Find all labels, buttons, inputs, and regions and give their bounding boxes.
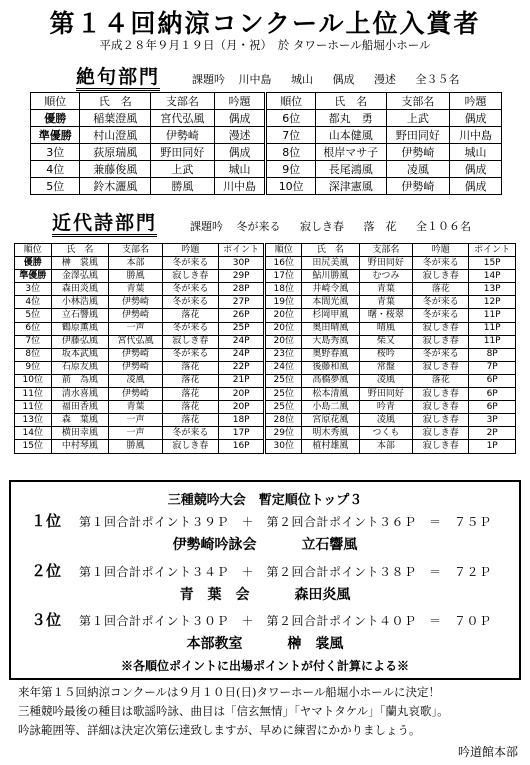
table-cell: 鶴原薫風 bbox=[51, 322, 109, 335]
table-cell: 20位 bbox=[265, 322, 302, 335]
winner-branch: 伊勢崎吟詠会 bbox=[172, 537, 257, 553]
table-cell: 冬が来る bbox=[413, 257, 469, 270]
table-cell: 清水喜風 bbox=[51, 388, 109, 401]
table-cell: 上武 bbox=[151, 161, 215, 178]
kindai-results-table bbox=[14, 243, 516, 454]
rank-calc: 第１回合計ポイント３０Ｐ ＋ 第２回合計ポイント４０Ｐ ＝ ７０Ｐ bbox=[79, 614, 492, 628]
column-header: 支部名 bbox=[151, 93, 215, 110]
table-cell: 6P bbox=[469, 388, 516, 401]
rank-winner bbox=[11, 584, 519, 604]
table-cell: 準優勝 bbox=[31, 127, 80, 144]
table-cell: 寂しき春 bbox=[162, 270, 218, 283]
table-cell: 16位 bbox=[265, 257, 302, 270]
table-cell: 2P bbox=[469, 427, 516, 440]
table-row bbox=[31, 161, 502, 178]
zekku-heading: 絶句部門 bbox=[76, 66, 160, 91]
table-cell: 24位 bbox=[265, 361, 302, 374]
column-header: 吟題 bbox=[450, 93, 502, 110]
table-header-row bbox=[15, 244, 516, 257]
table-cell: 冬が来る bbox=[413, 296, 469, 309]
kindai-kadai-1: 冬が来る bbox=[236, 220, 281, 233]
table-cell: 24P bbox=[218, 348, 265, 361]
kindai-kadai-label: 課題吟 bbox=[190, 220, 223, 233]
table-cell: 晴風 bbox=[359, 322, 413, 335]
table-cell: 伊勢崎 bbox=[109, 309, 163, 322]
table-cell: 伊勢崎 bbox=[386, 178, 450, 195]
table-cell: 19位 bbox=[265, 296, 302, 309]
table-cell: 冬が来る bbox=[162, 257, 218, 270]
column-header: 氏 名 bbox=[51, 244, 109, 257]
kindai-kadai-info bbox=[190, 218, 487, 234]
table-cell: 伊勢崎 bbox=[109, 361, 163, 374]
table-cell: 野田同好 bbox=[359, 257, 413, 270]
table-cell: 冬が来る bbox=[413, 309, 469, 322]
table-cell: 7位 bbox=[266, 127, 315, 144]
table-cell: 寂しき春 bbox=[413, 361, 469, 374]
table-cell: 13P bbox=[469, 283, 516, 296]
sanshu-title: 三種競吟大会 暫定順位トップ３ bbox=[167, 493, 363, 508]
table-row bbox=[31, 144, 502, 161]
table-row bbox=[31, 127, 502, 144]
column-header: ポイント bbox=[469, 244, 516, 257]
table-row bbox=[15, 257, 516, 270]
table-cell: 柴又 bbox=[359, 335, 413, 348]
table-row bbox=[15, 374, 516, 387]
table-cell: 本部 bbox=[109, 257, 163, 270]
footer-line-3: 吟詠範囲等、詳細は決定次第伝達致しますが、早めに練習にかかりましょう。 bbox=[18, 723, 421, 737]
table-cell: 20P bbox=[218, 388, 265, 401]
winner-name: 榊 裳風 bbox=[287, 636, 344, 652]
table-cell: 宮代弘風 bbox=[109, 335, 163, 348]
table-cell: 横田幸風 bbox=[51, 427, 109, 440]
table-row bbox=[15, 348, 516, 361]
table-cell: 23位 bbox=[265, 348, 302, 361]
zekku-count: 全３５名 bbox=[415, 73, 460, 86]
table-cell: 箭 為風 bbox=[51, 374, 109, 387]
zekku-kadai-3: 偶成 bbox=[332, 73, 355, 86]
table-cell: 25位 bbox=[265, 374, 302, 387]
table-cell: 勝風 bbox=[151, 178, 215, 195]
table-cell: 城山 bbox=[214, 161, 266, 178]
table-cell: 18P bbox=[218, 414, 265, 427]
table-cell: 凌風 bbox=[109, 374, 163, 387]
table-cell: 27P bbox=[218, 296, 265, 309]
table-cell: むつみ bbox=[359, 270, 413, 283]
table-cell: 青葉 bbox=[109, 401, 163, 414]
zekku-results-table bbox=[30, 92, 502, 195]
table-cell: 凌風 bbox=[359, 414, 413, 427]
table-cell: 高橋夢風 bbox=[302, 374, 360, 387]
rank-label: ３位 bbox=[31, 611, 62, 629]
table-cell: 曙・桜翠 bbox=[359, 309, 413, 322]
table-cell: 寂しき春 bbox=[413, 335, 469, 348]
table-header-row bbox=[31, 93, 502, 110]
zekku-kadai-info bbox=[192, 71, 476, 87]
table-cell: 都丸 勇 bbox=[315, 110, 386, 127]
zekku-kadai-4: 漫述 bbox=[374, 73, 396, 86]
table-cell: 青葉 bbox=[359, 296, 413, 309]
table-cell: 落花 bbox=[162, 361, 218, 374]
table-cell: 小林浩風 bbox=[51, 296, 109, 309]
table-cell: 13位 bbox=[15, 414, 52, 427]
column-header: 順位 bbox=[266, 93, 315, 110]
table-cell: 山本健風 bbox=[315, 127, 386, 144]
table-cell: 10位 bbox=[266, 178, 315, 195]
table-cell: 偶成 bbox=[214, 144, 266, 161]
table-cell: 城山 bbox=[450, 144, 502, 161]
table-cell: 桜吟 bbox=[359, 348, 413, 361]
table-cell: 優勝 bbox=[15, 257, 52, 270]
table-cell: 15P bbox=[469, 257, 516, 270]
table-cell: 榊 裳風 bbox=[51, 257, 109, 270]
table-cell: 明木秀風 bbox=[302, 427, 360, 440]
table-cell: 28P bbox=[218, 283, 265, 296]
table-row bbox=[15, 427, 516, 440]
table-cell: 杉岡甲風 bbox=[302, 309, 360, 322]
table-cell: 優勝 bbox=[31, 110, 80, 127]
table-cell: 松本清風 bbox=[302, 388, 360, 401]
table-row bbox=[15, 309, 516, 322]
table-cell: 偶成 bbox=[450, 178, 502, 195]
column-header: 氏 名 bbox=[80, 93, 151, 110]
table-cell: 25位 bbox=[265, 388, 302, 401]
table-cell: 29位 bbox=[265, 427, 302, 440]
table-cell: 落花 bbox=[413, 374, 469, 387]
table-cell: 22P bbox=[218, 361, 265, 374]
table-row bbox=[15, 401, 516, 414]
table-cell: 伊勢崎 bbox=[109, 296, 163, 309]
table-cell: 一声 bbox=[109, 414, 163, 427]
table-cell: 寂しき春 bbox=[413, 414, 469, 427]
table-cell: 野田同好 bbox=[151, 144, 215, 161]
table-row bbox=[15, 335, 516, 348]
table-cell: 9位 bbox=[266, 161, 315, 178]
table-row bbox=[15, 322, 516, 335]
column-header: 吟題 bbox=[214, 93, 266, 110]
table-cell: 20P bbox=[218, 401, 265, 414]
table-cell: 石原友風 bbox=[51, 361, 109, 374]
table-cell: 凌風 bbox=[386, 161, 450, 178]
table-cell: 一声 bbox=[109, 427, 163, 440]
column-header: ポイント bbox=[218, 244, 265, 257]
kindai-kadai-2: 寂しき春 bbox=[300, 220, 344, 233]
table-cell: 6位 bbox=[266, 110, 315, 127]
rank-label: １位 bbox=[31, 512, 62, 530]
sanshu-note: ※各順位ポイントに出場ポイントが付く計算による※ bbox=[120, 659, 409, 673]
table-cell: 18位 bbox=[265, 283, 302, 296]
table-cell: 長尾鴻風 bbox=[315, 161, 386, 178]
rank-calc: 第１回合計ポイント３９Ｐ ＋ 第２回合計ポイント３６Ｐ ＝ ７５Ｐ bbox=[79, 515, 492, 529]
rank-winner bbox=[11, 633, 519, 653]
table-cell: 勝風 bbox=[109, 270, 163, 283]
table-cell: 伊勢崎 bbox=[109, 348, 163, 361]
table-cell: 17位 bbox=[265, 270, 302, 283]
column-header: 氏 名 bbox=[302, 244, 360, 257]
table-cell: 3P bbox=[469, 414, 516, 427]
table-cell: 冬が来る bbox=[162, 283, 218, 296]
table-cell: 寂しき春 bbox=[413, 270, 469, 283]
zekku-kadai-2: 城山 bbox=[291, 73, 313, 86]
table-cell: 森田炎風 bbox=[51, 283, 109, 296]
table-cell: 一声 bbox=[109, 322, 163, 335]
table-cell: 28位 bbox=[265, 414, 302, 427]
table-cell: 寂しき春 bbox=[413, 322, 469, 335]
table-cell: 冬が来る bbox=[162, 427, 218, 440]
table-cell: 野田同好 bbox=[359, 388, 413, 401]
kindai-kadai-3: 落 花 bbox=[363, 220, 397, 233]
table-cell: 漫述 bbox=[214, 127, 266, 144]
table-cell: 稲葉澄風 bbox=[80, 110, 151, 127]
table-cell: 寂しき春 bbox=[413, 427, 469, 440]
table-cell: 偶成 bbox=[450, 110, 502, 127]
table-row bbox=[15, 440, 516, 453]
column-header: 支部名 bbox=[386, 93, 450, 110]
table-cell: 井崎令風 bbox=[302, 283, 360, 296]
winner-name: 森田炎風 bbox=[294, 587, 351, 603]
table-cell: 14P bbox=[469, 270, 516, 283]
table-cell: 寂しき春 bbox=[162, 440, 218, 453]
table-cell: 上武 bbox=[386, 110, 450, 127]
table-cell: 寂しき春 bbox=[413, 401, 469, 414]
event-date-venue: 平成２８年９月１９日（月・祝） 於 タワーホール船堀小ホール bbox=[99, 38, 431, 52]
column-header: 氏 名 bbox=[315, 93, 386, 110]
table-cell: 中村琴風 bbox=[51, 440, 109, 453]
table-cell: 30位 bbox=[265, 440, 302, 453]
table-cell: 7P bbox=[469, 361, 516, 374]
table-row bbox=[15, 414, 516, 427]
table-cell: 根岸マサ子 bbox=[315, 144, 386, 161]
zekku-kadai-1: 川中島 bbox=[238, 73, 272, 86]
table-cell: 落花 bbox=[162, 414, 218, 427]
footer-line-2: 三種競吟最後の種目は歌謡吟詠、曲目は「信玄無情」「ヤマトタケル」「蘭丸哀歌」。 bbox=[18, 704, 449, 718]
table-cell: 川中島 bbox=[214, 178, 266, 195]
column-header: 吟題 bbox=[413, 244, 469, 257]
table-cell: 準優勝 bbox=[15, 270, 52, 283]
table-row bbox=[31, 110, 502, 127]
table-cell: 6P bbox=[469, 401, 516, 414]
table-cell: 8位 bbox=[15, 348, 52, 361]
table-cell: 5位 bbox=[31, 178, 80, 195]
table-cell: 10位 bbox=[15, 374, 52, 387]
table-row bbox=[15, 296, 516, 309]
table-cell: 鈴木灑風 bbox=[80, 178, 151, 195]
table-cell: 森 葉風 bbox=[51, 414, 109, 427]
table-cell: 11P bbox=[469, 335, 516, 348]
table-cell: 25位 bbox=[265, 401, 302, 414]
table-cell: 21P bbox=[218, 374, 265, 387]
footer-line-1: 来年第１５回納涼コンクールは９月１０日(日)タワーホール船堀小ホールに決定！ bbox=[18, 685, 441, 699]
winner-branch: 青 葉 会 bbox=[179, 587, 250, 603]
table-cell: 奥野春風 bbox=[302, 348, 360, 361]
table-cell: 金澤弘風 bbox=[51, 270, 109, 283]
table-cell: 12P bbox=[469, 296, 516, 309]
table-cell: 青葉 bbox=[359, 283, 413, 296]
table-cell: 植村雄風 bbox=[302, 440, 360, 453]
table-cell: 4位 bbox=[31, 161, 80, 178]
table-cell: 偶成 bbox=[214, 110, 266, 127]
page-title: 第１４回納涼コンクール上位入賞者 bbox=[49, 9, 481, 38]
table-cell: 11P bbox=[469, 309, 516, 322]
table-cell: 落花 bbox=[162, 388, 218, 401]
table-cell: 4位 bbox=[15, 296, 52, 309]
table-cell: 深津憲風 bbox=[315, 178, 386, 195]
table-cell: 伊藤弘風 bbox=[51, 335, 109, 348]
column-header: 吟題 bbox=[162, 244, 218, 257]
table-cell: 8位 bbox=[266, 144, 315, 161]
table-cell: 落花 bbox=[413, 283, 469, 296]
table-cell: 26P bbox=[218, 309, 265, 322]
winner-branch: 本部教室 bbox=[186, 636, 243, 652]
table-cell: 15位 bbox=[15, 440, 52, 453]
table-cell: 川中島 bbox=[450, 127, 502, 144]
table-cell: 野田同好 bbox=[386, 127, 450, 144]
table-cell: 落花 bbox=[162, 309, 218, 322]
table-cell: 29P bbox=[218, 270, 265, 283]
table-cell: 20位 bbox=[265, 309, 302, 322]
table-cell: 3位 bbox=[31, 144, 80, 161]
table-cell: 6P bbox=[469, 374, 516, 387]
winner-name: 立石響風 bbox=[301, 537, 358, 553]
table-cell: 勝風 bbox=[109, 440, 163, 453]
table-row bbox=[15, 388, 516, 401]
table-cell: 常盤 bbox=[359, 361, 413, 374]
table-cell: 本部 bbox=[359, 440, 413, 453]
column-header: 順位 bbox=[265, 244, 302, 257]
table-cell: 立石響風 bbox=[51, 309, 109, 322]
table-cell: 村山澄風 bbox=[80, 127, 151, 144]
table-cell: 寂しき春 bbox=[413, 440, 469, 453]
table-cell: 兼藤俊風 bbox=[80, 161, 151, 178]
table-cell: 25P bbox=[218, 322, 265, 335]
table-cell: 荻原瑞風 bbox=[80, 144, 151, 161]
table-cell: 8P bbox=[469, 348, 516, 361]
table-cell: 17P bbox=[218, 427, 265, 440]
footer-announcement bbox=[18, 683, 518, 740]
zekku-kadai-label: 課題吟 bbox=[192, 73, 225, 86]
column-header: 順位 bbox=[31, 93, 80, 110]
table-cell: 落花 bbox=[162, 374, 218, 387]
table-cell: 伊勢崎 bbox=[386, 144, 450, 161]
column-header: 支部名 bbox=[109, 244, 163, 257]
table-cell: 3位 bbox=[15, 283, 52, 296]
table-cell: 11P bbox=[469, 322, 516, 335]
table-cell: 青葉 bbox=[109, 283, 163, 296]
table-row bbox=[31, 178, 502, 195]
table-cell: 落花 bbox=[162, 401, 218, 414]
table-cell: 冬が来る bbox=[162, 348, 218, 361]
table-cell: 宮原花風 bbox=[302, 414, 360, 427]
table-cell: つくも bbox=[359, 427, 413, 440]
table-cell: 11位 bbox=[15, 401, 52, 414]
kindai-heading: 近代詩部門 bbox=[52, 212, 157, 237]
table-cell: 吟青 bbox=[359, 401, 413, 414]
table-row bbox=[15, 283, 516, 296]
table-cell: 5位 bbox=[15, 309, 52, 322]
table-cell: 冬が来る bbox=[413, 348, 469, 361]
table-cell: 14位 bbox=[15, 427, 52, 440]
table-row bbox=[15, 361, 516, 374]
table-cell: 田尻美風 bbox=[302, 257, 360, 270]
rank-label: ２位 bbox=[31, 562, 62, 580]
table-cell: 伊勢崎 bbox=[151, 127, 215, 144]
table-cell: 11位 bbox=[15, 388, 52, 401]
table-cell: 9位 bbox=[15, 361, 52, 374]
table-cell: 6位 bbox=[15, 322, 52, 335]
table-cell: 寂しき春 bbox=[413, 388, 469, 401]
table-cell: 本間光風 bbox=[302, 296, 360, 309]
rank-winner bbox=[11, 534, 519, 554]
column-header: 順位 bbox=[15, 244, 52, 257]
table-cell: 宮代弘風 bbox=[151, 110, 215, 127]
table-cell: 伊勢崎 bbox=[109, 388, 163, 401]
table-cell: 小島二風 bbox=[302, 401, 360, 414]
table-cell: 偶成 bbox=[450, 161, 502, 178]
signature: 吟道館本部 bbox=[457, 745, 518, 759]
table-cell: 鮎川勝風 bbox=[302, 270, 360, 283]
table-cell: 1P bbox=[469, 440, 516, 453]
column-header: 支部名 bbox=[359, 244, 413, 257]
table-cell: 冬が来る bbox=[162, 322, 218, 335]
table-cell: 凌風 bbox=[359, 374, 413, 387]
table-cell: 大島秀風 bbox=[302, 335, 360, 348]
sanshu-ranking-box bbox=[9, 480, 521, 680]
kindai-count: 全１０６名 bbox=[416, 220, 471, 233]
table-cell: 奥田晴風 bbox=[302, 322, 360, 335]
table-cell: 寂しき春 bbox=[162, 335, 218, 348]
table-cell: 冬が来る bbox=[162, 296, 218, 309]
table-cell: 坂本武風 bbox=[51, 348, 109, 361]
table-cell: 後藤和風 bbox=[302, 361, 360, 374]
table-cell: 24P bbox=[218, 335, 265, 348]
table-cell: 16P bbox=[218, 440, 265, 453]
rank-calc: 第１回合計ポイント３４Ｐ ＋ 第２回合計ポイント３８Ｐ ＝ ７２Ｐ bbox=[79, 565, 492, 579]
table-cell: 20位 bbox=[265, 335, 302, 348]
table-cell: 7位 bbox=[15, 335, 52, 348]
table-row bbox=[15, 270, 516, 283]
table-cell: 福田香風 bbox=[51, 401, 109, 414]
table-cell: 30P bbox=[218, 257, 265, 270]
